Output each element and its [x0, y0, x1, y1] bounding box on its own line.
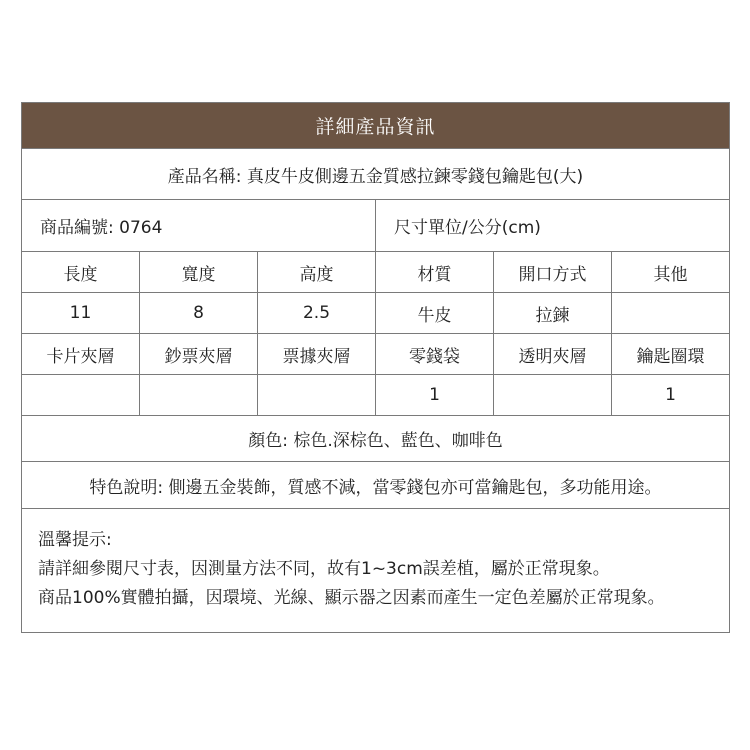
spec-value-other — [611, 293, 729, 333]
spec-value-length: 11 — [69, 303, 92, 323]
spec-header-height: 高度 — [257, 252, 375, 292]
compartment-header-row — [22, 333, 729, 374]
compartment-header-keyring: 鑰匙圈環 — [611, 334, 729, 374]
table-header — [22, 103, 729, 148]
spec-value-material: 牛皮 — [375, 293, 493, 333]
spec-header-row — [22, 251, 729, 292]
spec-header-material: 材質 — [375, 252, 493, 292]
compartment-header-clear: 透明夾層 — [493, 334, 611, 374]
spec-value-width: 8 — [139, 293, 257, 333]
product-name-row — [22, 148, 729, 199]
spec-value-height: 2.5 — [257, 293, 375, 333]
product-features: 特色說明: 側邊五金裝飾，質感不減，當零錢包亦可當鑰匙包，多功能用途。 — [89, 477, 662, 498]
color-row — [22, 415, 729, 461]
table-title: 詳細產品資訊 — [315, 116, 436, 138]
compartment-value-receipt — [257, 375, 375, 415]
product-code-row — [22, 199, 729, 251]
product-name: 產品名稱: 真皮牛皮側邊五金質感拉鍊零錢包鑰匙包(大) — [167, 166, 584, 187]
notes-line-color-difference: 商品100%實體拍攝，因環境、光線、顯示器之因素而產生一定色差屬於正常現象。 — [38, 588, 665, 608]
spec-header-length: 長度 — [63, 264, 98, 285]
notes-title: 溫馨提示: — [38, 530, 112, 550]
size-unit: 尺寸單位/公分(cm) — [375, 200, 729, 251]
product-code: 商品編號: 0764 — [40, 218, 163, 238]
compartment-value-row — [22, 374, 729, 415]
notes-line-measurement: 請詳細參閱尺寸表，因測量方法不同，故有1~3cm誤差植，屬於正常現象。 — [38, 559, 610, 579]
compartment-value-coin: 1 — [375, 375, 493, 415]
spec-header-opening: 開口方式 — [493, 252, 611, 292]
compartment-value-bill — [139, 375, 257, 415]
compartment-value-keyring: 1 — [611, 375, 729, 415]
product-colors: 顏色: 棕色.深棕色、藍色、咖啡色 — [248, 431, 503, 451]
product-info-table — [21, 102, 730, 633]
compartment-value-card — [22, 375, 139, 415]
spec-value-row — [22, 292, 729, 333]
spec-header-width: 寬度 — [139, 252, 257, 292]
compartment-header-bill: 鈔票夾層 — [139, 334, 257, 374]
feature-row — [22, 461, 729, 508]
compartment-header-card: 卡片夾層 — [46, 346, 115, 367]
notes-section — [22, 508, 729, 632]
spec-value-opening: 拉鍊 — [493, 293, 611, 333]
compartment-header-coin: 零錢袋 — [375, 334, 493, 374]
compartment-value-clear — [493, 375, 611, 415]
spec-header-other: 其他 — [611, 252, 729, 292]
compartment-header-receipt: 票據夾層 — [257, 334, 375, 374]
